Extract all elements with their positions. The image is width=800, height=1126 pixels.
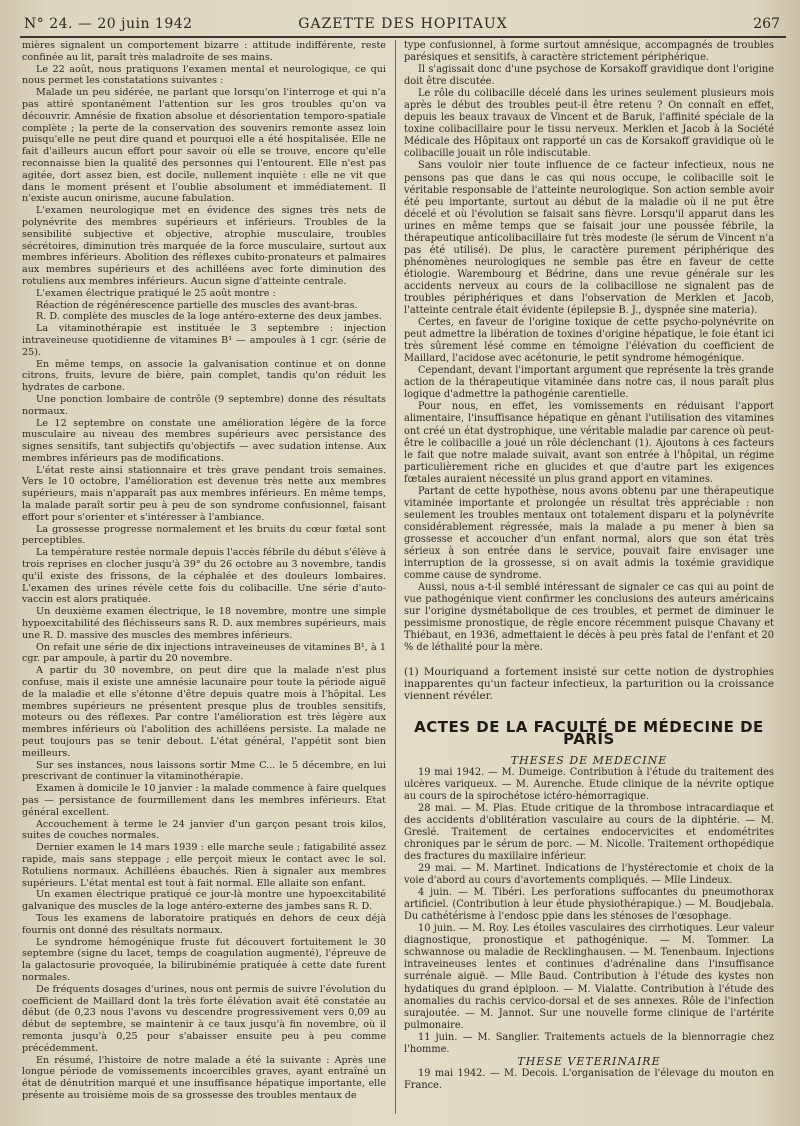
footnote: (1) Mouriquand a fortement insisté sur cette notion de dystrophies inapparentes qu'un facteur infectieux, la parturition ou la croissance viennent révéler.	[404, 666, 774, 703]
thesis-entry: 19 mai 1942. — M. Dumeige. Contribution à l'étude du traitement des ulcères variqueux. — M. Aurenche. Etude clinique de la névrite optique au cours de la spirochétose ictéro-hémorragique.	[404, 766, 774, 802]
paragraph: Tous les examens de laboratoire pratiqués en dehors de ceux déjà fournis ont donné des résultats normaux.	[22, 912, 386, 936]
paragraph: Il s'agissait donc d'une psychose de Korsakoff gravidique dont l'origine doit être discutée.	[404, 64, 774, 88]
theses-medecine-heading: THESES DE MEDECINE	[510, 753, 668, 767]
paragraph: En résumé, l'histoire de notre malade a été la suivante : Après une longue période de vomissements incoercibles graves, ayant entraîné un état de dénutrition marqué et une insuffisance hépatique importante, elle présente au troisième mois de sa grossesse des troubles mentaux de	[22, 1054, 386, 1101]
paragraph: Le rôle du colibacille décelé dans les urines seulement plusieurs mois après le début des troubles peut-il être retenu ? On connaît en effet, depuis les beaux travaux de Vincent et de Baruk, l'affinité spéciale de la toxine colibacillaire pour le tissu nerveux. Merklen et Jacob à la Société Médicale des Hôpitaux ont rapporté un cas de Korsakoff gravidique où le colibacille jouait un rôle indiscutable.	[404, 88, 774, 160]
paragraph: La température restée normale depuis l'accès fébrile du début s'élève à trois reprises en clocher jusqu'à 39° du 26 octobre au 3 novembre, tandis qu'il existe des frissons, de la céphalée et des douleurs lombaires. L'examen des urines révèle cette fois du colibacille. Une série d'auto-vaccin est alors pratiquée.	[22, 547, 386, 606]
theses-medecine-list	[404, 767, 774, 1056]
thesis-entry: 29 mai. — M. Martinet. Indications de l'hystérectomie et choix de la voie d'abord au cours d'avortements compliqués. — Mlle Lindeux.	[404, 863, 774, 887]
paragraph: Un deuxième examen électrique, le 18 novembre, montre une simple hypoexcitabilité des fléchisseurs sans R. D. aux membres supérieurs, mais une R. D. massive des muscles des membres inférieurs.	[22, 606, 386, 641]
issue-date: N° 24. — 20 juin 1942	[24, 16, 193, 32]
thesis-entry: 28 mai. — M. Plas. Etude critique de la thrombose intracardiaque et des accidents d'oblitération vasculaire au cours de la diphtérie. — M. Greslé. Traitement de certaines endocervicites et endométrites chroniques par le sérum de porc. — M. Nicolle. Traitement orthopédique des fractures du maxillaire inférieur.	[404, 802, 774, 862]
section-banner: ACTES DE LA FACULTÉ DE MÉDECINE DE PARIS	[414, 717, 764, 748]
theses-veterinaire-heading: THESE VETERINAIRE	[517, 1054, 661, 1068]
thesis-entry: 10 juin. — M. Roy. Les étoiles vasculaires des cirrhotiques. Leur valeur diagnostique, pronostique et pathogénique. — M. Tommer. La schwannose ou maladie de Recklinghausen. — M. Tenenbaum. Injections intraveineuses lentes et continues d'adrénaline dans l'insuffisance surrénale aiguë. — Mlle Baud. Contribution à l'étude des kystes non hydatiques du grand épiploon. — M. Vialatte. Contribution à l'étude des anomalies du rachis cervico-dorsal et de ses annexes. Rôle de l'infection surajoutée. — M. Jannot. Sur une nouvelle forme clinique de l'artérite pulmonaire.	[404, 923, 774, 1031]
paragraph: Examen à domicile le 10 janvier : la malade commence à faire quelques pas — persistance de fourmillement dans les membres inférieurs. Etat général excellent.	[22, 783, 386, 818]
thesis-entry: 4 juin. — M. Tibéri. Les perforations suffocantes du pneumothorax artificiel. (Contribution à leur étude physiothérapique.) — M. Boudjebala. Du cathétérisme à l'endosc ppie dans les sténoses de l'œsophage.	[404, 887, 774, 923]
paragraph: Pour nous, en effet, les vomissements en réduisant l'apport alimentaire, l'insuffisance hépatique en gênant l'utilisation des vitamines ont créé un état dystrophique, une véritable maladie par carence où peut-être le colibacille a joué un rôle déclenchant (1). Ajoutons à ces facteurs le fait que notre malade suivait, avant son entrée à l'hôpital, un régime particulièrement riche en glucides et que d'autre part les exigences fœtales auraient nécessité un plus grand apport en vitamines.	[404, 401, 774, 485]
paragraph: Cependant, devant l'important argument que représente la très grande action de la thérapeutique vitaminée dans notre cas, il nous paraît plus logique d'admettre la pathogénie carentielle.	[404, 365, 774, 401]
paragraph: La grossesse progresse normalement et les bruits du cœur fœtal sont perceptibles.	[22, 523, 386, 547]
paragraph: Un examen électrique pratiqué ce jour-là montre une hypoexcitabilité galvanique des muscles de la loge antéro-externe des jambes sans R. D.	[22, 889, 386, 913]
paragraph: L'examen neurologique met en évidence des signes très nets de polynévrite des membres supérieurs et inférieurs. Troubles de la sensibilité subjective et objective, atrophie musculaire, troubles sécrétoires, diminution très marquée de la force musculaire, surtout aux membres inférieurs. Abolition des réflexes cubito-pronateurs et palmaires aux membres supérieurs et des achilléens avec forte diminution des rotuliens aux membres inférieurs. Aucun signe d'atteinte centrale.	[22, 205, 386, 287]
paragraph: Malade un peu sidérée, ne parlant que lorsqu'on l'interroge et qui n'a pas attiré spontanément l'attention sur les gros troubles qu'on va découvrir. Amnésie de fixation absolue et désorientation temporo-spatiale complète ; la perte de la conservation des souvenirs remonte assez loin puisqu'elle ne peut dire quand et pourquoi elle a été hospitalisée. Elle ne fait d'ailleurs aucun effort pour savoir où elle se trouve, encore qu'elle reconnaisse bien la qualité des personnes qui l'entourent. Elle n'est pas agitée, dort assez bien, est docile, nullement inquiète : elle ne vit que dans le moment présent et l'oublie absolument et immédiatement. Il n'existe aucun onirisme, aucune fabulation.	[22, 87, 386, 205]
left-column	[22, 40, 386, 1116]
paragraph: R. D. complète des muscles de la loge antéro-externe des deux jambes.	[36, 311, 382, 323]
journal-title: GAZETTE DES HOPITAUX	[298, 16, 508, 32]
paragraph: Le 12 septembre on constate une amélioration légère de la force musculaire au niveau des membres supérieurs avec persistance des signes sensitifs, tant subjectifs qu'objectifs — avec sudation intense. Aux membres inférieurs pas de modifications.	[22, 417, 386, 464]
thesis-entry: 11 juin. — M. Sanglier. Traitements actuels de la blennorragie chez l'homme.	[404, 1031, 774, 1055]
thesis-entry: 19 mai 1942. — M. Decois. L'organisation de l'élevage du mouton en France.	[404, 1067, 774, 1091]
paragraph: Accouchement à terme le 24 janvier d'un garçon pesant trois kilos, suites de couches normales.	[22, 818, 386, 842]
running-header	[20, 14, 786, 38]
right-column	[404, 40, 774, 1116]
paragraph: Certes, en faveur de l'origine toxique de cette psycho-polynévrite on peut admettre la libération de toxines d'origine hépatique, le foie étant ici très sûrement lésé comme en témoigne l'élévation du coefficient de Maillard, l'acidose avec acétonurie, le petit syndrome hémogénique.	[404, 317, 774, 365]
paragraph: Le 22 août, nous pratiquons l'examen mental et neurologique, ce qui nous permet les constatations suivantes :	[22, 63, 386, 87]
paragraph: Réaction de régénérescence partielle des muscles des avant-bras.	[36, 299, 358, 311]
paragraph: L'état reste ainsi stationnaire et très grave pendant trois semaines. Vers le 10 octobre, l'amélioration est devenue très nette aux membres supérieurs, mais n'apparaît pas aux membres inférieurs. En même temps, la malade paraît sortir peu à peu de son syndrome confusionnel, faisant effort pour s'orienter et s'intéresser à l'ambiance.	[22, 464, 386, 523]
paragraph: Partant de cette hypothèse, nous avons obtenu par une thérapeutique vitaminée importante et prolongée un résultat très appréciable : non seulement les troubles mentaux ont totalement disparu et la polynévrite considérablement régressée, mais la malade a pu mener à bien sa grossesse et accoucher d'un enfant normal, alors que son état très sérieux à son entrée dans le service, pouvait faire envisager une interruption de la grossesse, si on avait admis la toxémie gravidique comme cause de syndrome.	[404, 485, 774, 582]
theses-veterinaire-list	[404, 1068, 774, 1092]
paragraph: En même temps, on associe la galvanisation continue et on donne citrons, fruits, levure de bière, pain complet, tandis qu'on réduit les hydrates de carbone.	[22, 358, 386, 394]
article-continuation	[404, 40, 774, 654]
paragraph: type confusionnel, à forme surtout amnésique, accompagnés de troubles parésiques et sensitifs, à caractère strictement périphérique.	[404, 40, 774, 64]
paragraph: L'examen électrique pratiqué le 25 août montre :	[36, 287, 276, 299]
paragraph: mières signalent un comportement bizarre : attitude indifférente, reste confinée au lit, paraît très maladroite de ses mains.	[22, 40, 386, 63]
paragraph: Sans vouloir nier toute influence de ce facteur infectieux, nous ne pensons pas que dans le cas qui nous occupe, le colibacille soit le véritable responsable de l'atteinte neurologique. Son action semble avoir été peu importante, surtout au début de la maladie où il ne put être décelé et où l'évolution se faisait sans fièvre. Lorsqu'il apparut dans les urines en même temps que se faisait jour une poussée fébrile, la thérapeutique anticolibacillaire fut très modeste (le sérum de Vincent n'a pas été utilisé). De plus, le caractère purement périphérique des phénomènes neurologiques ne semble pas être en faveur de cette étiologie. Warembourg et Bédrine, dans une revue générale sur les accidents nerveux au cours de la colibacillose ne signalent pas de troubles périphériques et dans l'observation de Merklen et Jacob, l'atteinte centrale était évidente (épilepsie B. J., dyspnée sine materia).	[404, 160, 774, 317]
paragraph: Le syndrome hémogénique fruste fut découvert fortuitement le 30 septembre (signe du lacet, temps de coagulation augmenté), l'épreuve de la galactosurie provoquée, la bilirubinémie pratiquée à cette date furent normales.	[22, 936, 386, 983]
column-divider	[395, 40, 396, 1114]
paragraph: On refait une série de dix injections intraveineuses de vitamines B¹, à 1 cgr. par ampoule, à partir du 20 novembre.	[22, 641, 386, 665]
paragraph: A partir du 30 novembre, on peut dire que la malade n'est plus confuse, mais il existe une amnésie lacunaire pour toute la période aiguë de la maladie et elle s'étonne d'être depuis quatre mois à l'hôpital. Les membres supérieurs ne présentent presque plus de troubles sensitifs, moteurs ou des réflexes. Par contre l'amélioration est très légère aux membres inférieurs où l'abolition des achilléens persiste. La malade ne peut toujours pas se tenir debout. L'état général, l'appétit sont bien meilleurs.	[22, 665, 386, 759]
paragraph: Sur ses instances, nous laissons sortir Mme C... le 5 décembre, en lui prescrivant de continuer la vitaminothérapie.	[22, 759, 386, 783]
paragraph: Une ponction lombaire de contrôle (9 septembre) donne des résultats normaux.	[22, 393, 386, 417]
paragraph: Aussi, nous a-t-il semblé intéressant de signaler ce cas qui au point de vue pathogénique vient confirmer les conclusions des auteurs américains sur l'origine dysmétabolique de ces troubles, et permet de diminuer le pessimisme pronostique, de règle encore récemment puisque Chavany et Thiébaut, en 1936, admettaient le décès à peu près fatal de l'enfant et 20 % de léthalité pour la mère.	[404, 582, 774, 654]
paragraph: Dernier examen le 14 mars 1939 : elle marche seule ; fatigabilité assez rapide, mais sans steppage ; elle perçoit mieux le contact avec le sol. Rotuliens normaux. Achilléens ébauchés. Rien à signaler aux membres supérieurs. L'état mental est tout à fait normal. Elle allaite son enfant.	[22, 842, 386, 889]
paragraph: La vitaminothérapie est instituée le 3 septembre : injection intraveineuse quotidienne de vitamines B¹ — ampoules à 1 cgr. (série de 25).	[22, 323, 386, 358]
paragraph: De fréquents dosages d'urines, nous ont permis de suivre l'évolution du coefficient de Maillard dont la très forte élévation avait été constatée au début (de 0,23 nous l'avons vu descendre progressivement vers 0,09 au début de septembre, se maintenir à ce taux jusqu'à fin novembre, où il remonta jusqu'à 0,25 pour s'abaisser ensuite peu à peu comme précédemment.	[22, 983, 386, 1054]
page-number: 267	[753, 16, 780, 32]
